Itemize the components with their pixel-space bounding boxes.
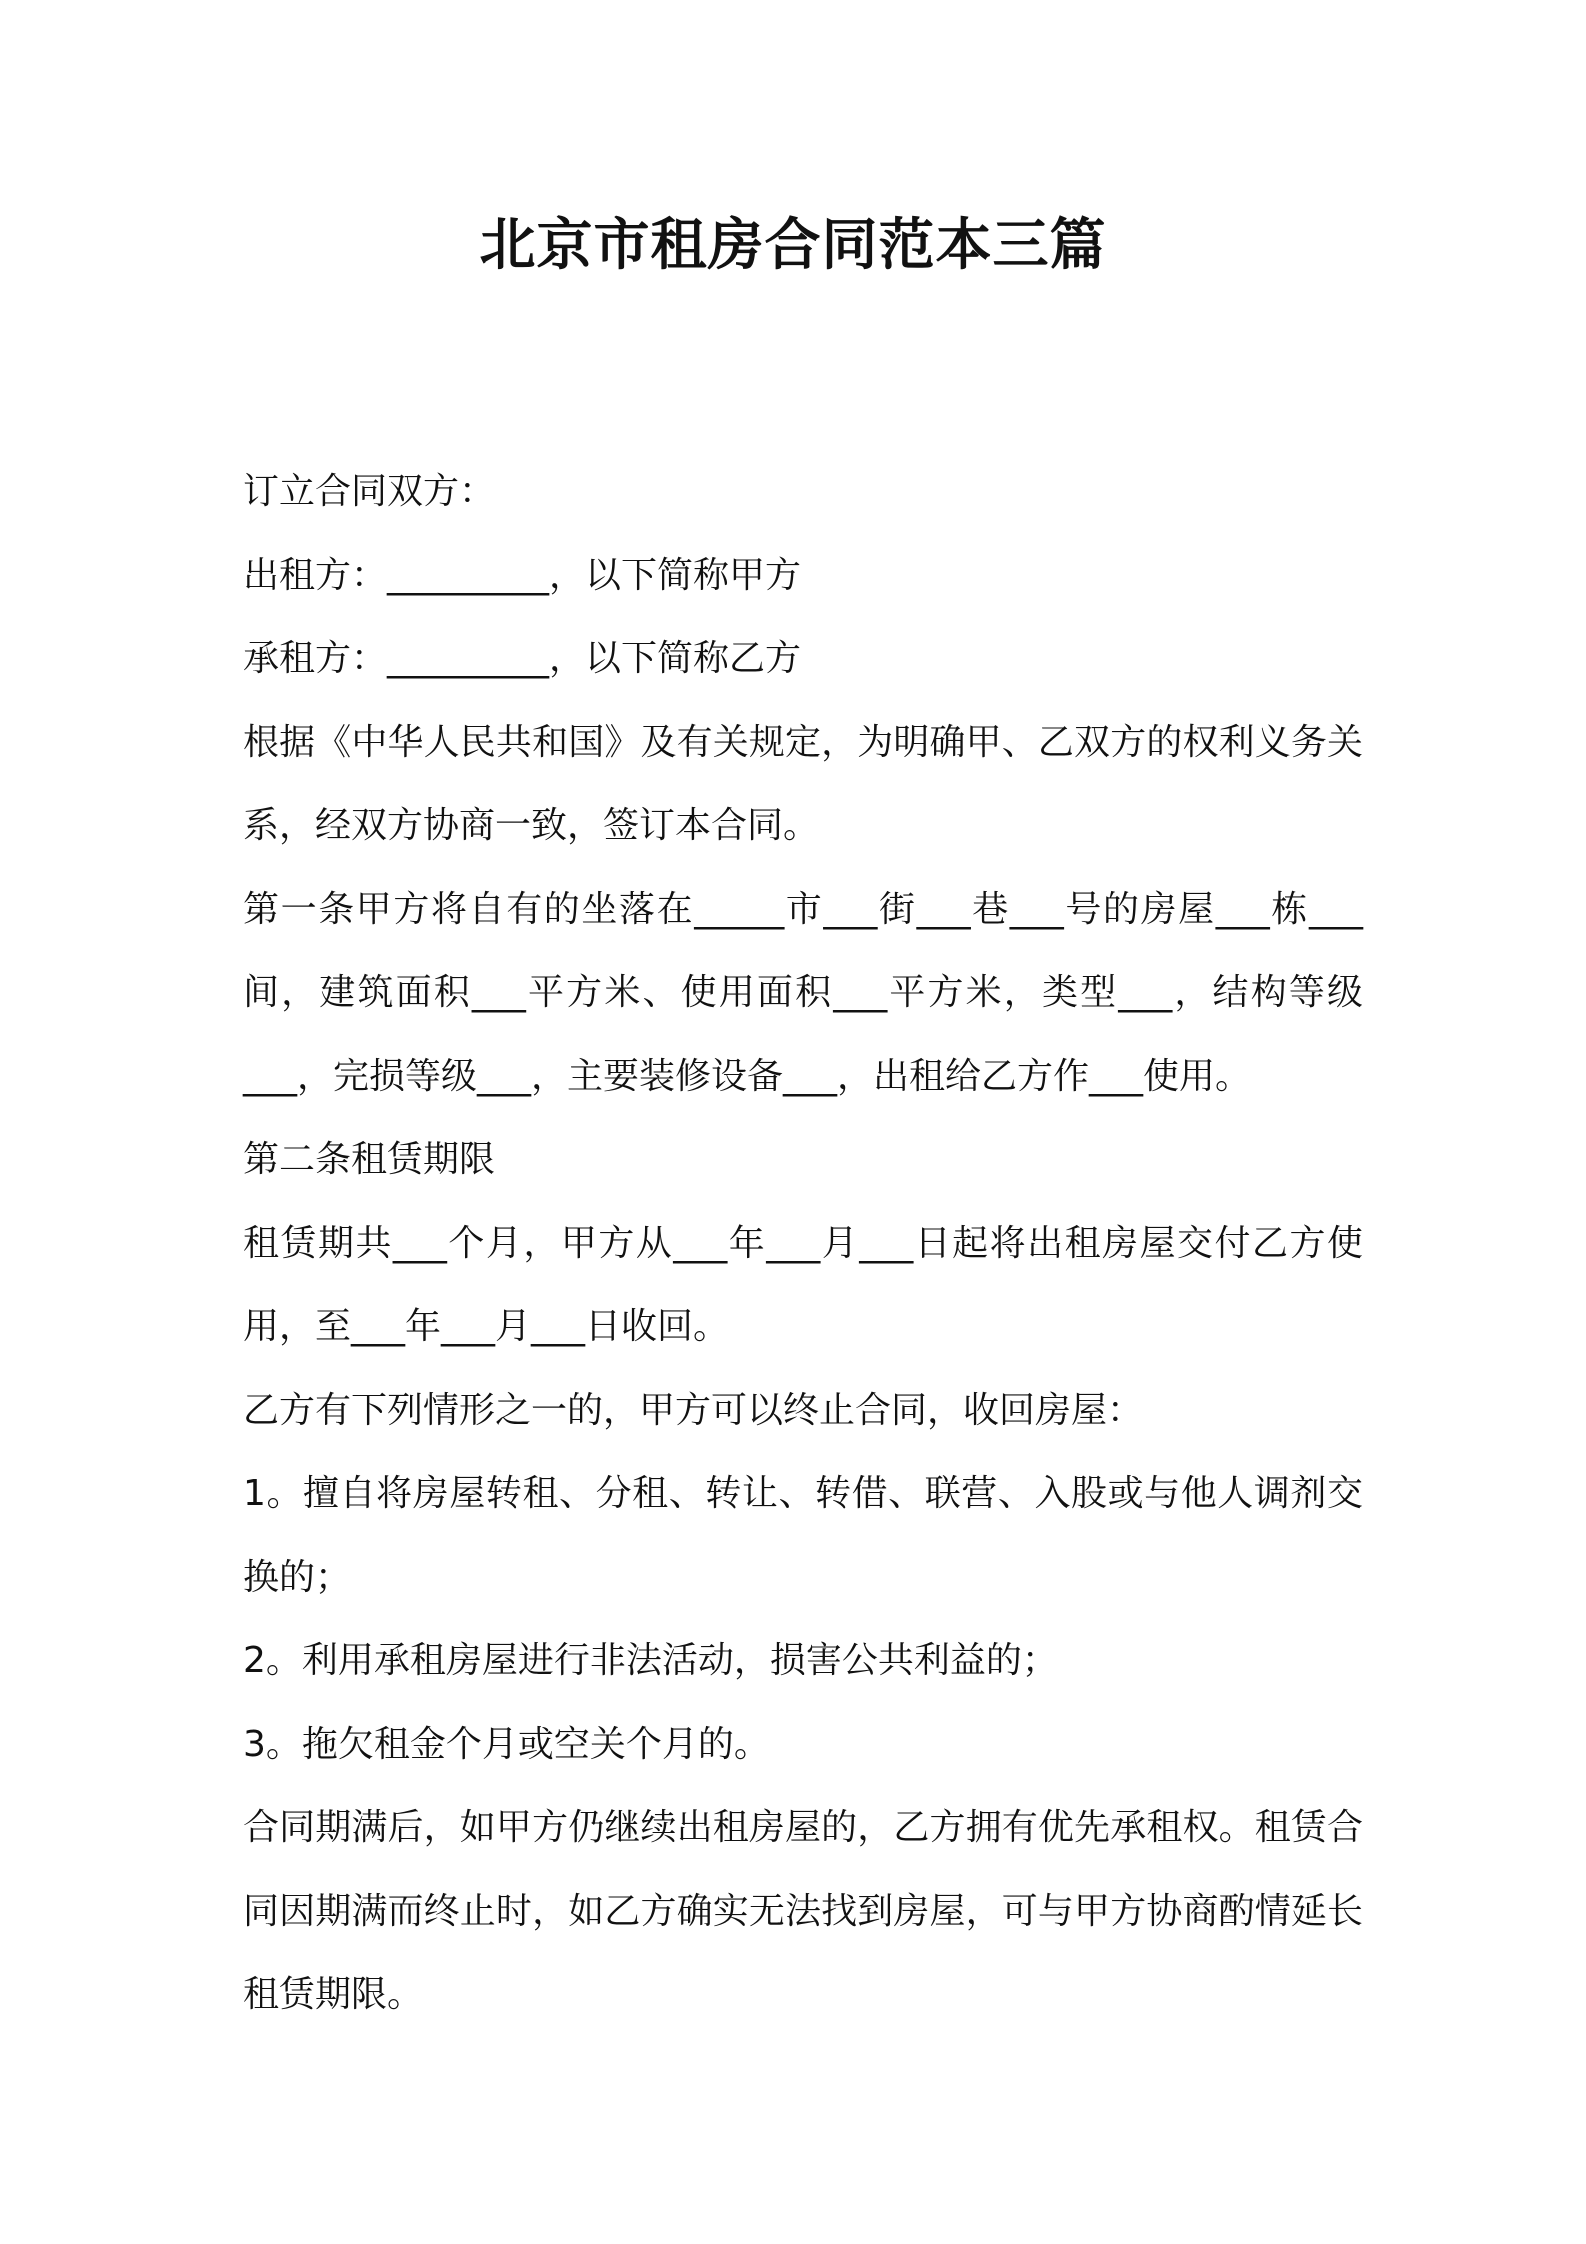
paragraph-article-1: 第一条甲方将自有的坐落在_____市___街___巷___号的房屋___栋___间，建筑面积___平方米、使用面积___平方米，类型___，结构等级___，完损等级___，主要装修设备___，出租给乙方作___使用。	[243, 888, 1363, 1097]
paragraph-lessor: 出租方：_________，以下简称甲方	[243, 554, 802, 596]
document-title: 北京市租房合同范本三篇	[479, 213, 1107, 278]
paragraph-lease-term: 租赁期共___个月，甲方从___年___月___日起将出租房屋交付乙方使用，至___年___月___日收回。	[243, 1222, 1363, 1347]
paragraph-preamble: 根据《中华人民共和国》及有关规定，为明确甲、乙双方的权利义务关系，经双方协商一致，签订本合同。	[243, 721, 1363, 846]
paragraph-termination-intro: 乙方有下列情形之一的，甲方可以终止合同，收回房屋：	[243, 1389, 1144, 1431]
paragraph-termination-item-1: 1。擅自将房屋转租、分租、转让、转借、联营、入股或与他人调剂交换的；	[243, 1473, 1363, 1598]
paragraph-parties-heading: 订立合同双方：	[243, 471, 496, 512]
paragraph-lessee: 承租方：_________，以下简称乙方	[243, 638, 802, 679]
document-body	[243, 450, 1363, 2037]
paragraph-termination-item-3: 3。拖欠租金个月或空关个月的。	[243, 1723, 770, 1765]
paragraph-renewal: 合同期满后，如甲方仍继续出租房屋的，乙方拥有优先承租权。租赁合同因期满而终止时，如乙方确实无法找到房屋，可与甲方协商酌情延长租赁期限。	[243, 1807, 1363, 2015]
paragraph-article-2-heading: 第二条租赁期限	[243, 1139, 496, 1180]
paragraph-termination-item-2: 2。利用承租房屋进行非法活动，损害公共利益的；	[243, 1640, 1058, 1681]
